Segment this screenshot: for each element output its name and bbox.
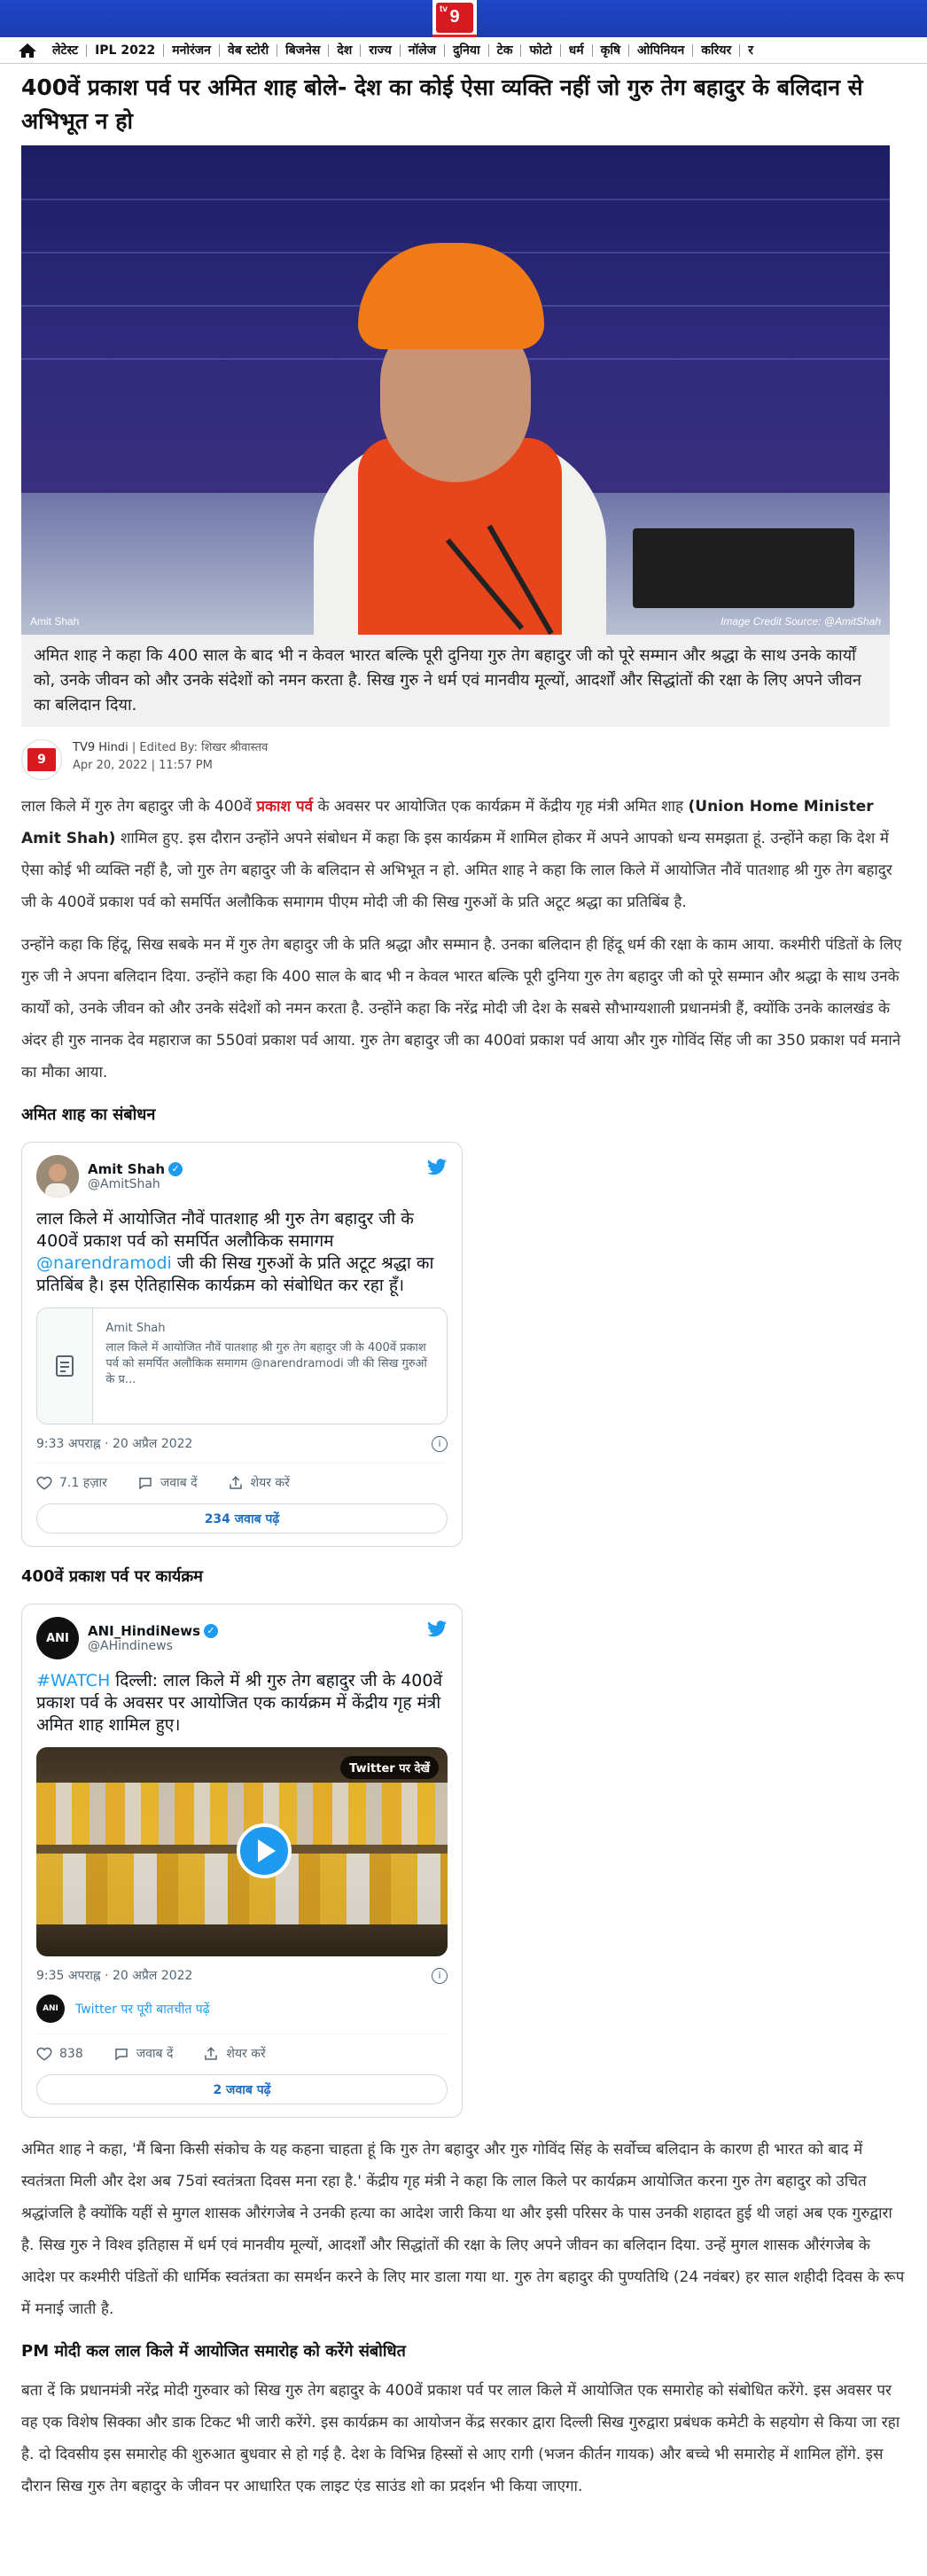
embedded-tweet[interactable] bbox=[21, 1142, 463, 1547]
article-summary: अमित शाह ने कहा कि 400 साल के बाद भी न केवल भारत बल्कि पूरी दुनिया गुरु तेग बहादुर जी को पूरे सम्मान और श्रद्धा के साथ उनके कार्यों को, उनके जीवन को और उनके संदेशों को नमन करता है. सिख गुरु ने धर्म एवं मानवीय मूल्यों, आदर्शों और सिद्धांतों की रक्षा के लिए अपने जीवन का बलिदान दिया. bbox=[21, 635, 890, 727]
tweet-text bbox=[36, 1670, 448, 1737]
subheading-1: अमित शाह का संबोधन bbox=[21, 1105, 156, 1124]
heart-icon bbox=[36, 2046, 52, 2062]
share-label: शेयर करें bbox=[226, 2047, 266, 2061]
laptop bbox=[633, 528, 854, 608]
tweet-timestamp-row bbox=[36, 1967, 448, 1984]
share-label: शेयर करें bbox=[250, 1476, 290, 1490]
byline-text bbox=[73, 739, 268, 775]
read-thread-link[interactable] bbox=[36, 1994, 448, 2023]
like-count: 7.1 हज़ार bbox=[59, 1476, 107, 1490]
link-card[interactable] bbox=[36, 1308, 448, 1425]
nav-item-photo[interactable]: फोटो bbox=[521, 44, 560, 57]
speaker-turban bbox=[358, 243, 544, 349]
byline-date: Apr 20, 2022 | 11:57 PM bbox=[73, 759, 213, 772]
logo-small-text: tv bbox=[440, 4, 448, 14]
watch-on-twitter-label[interactable]: Twitter पर देखें bbox=[340, 1756, 439, 1779]
avatar[interactable]: ANI bbox=[36, 1617, 79, 1659]
reply-button[interactable] bbox=[137, 1474, 198, 1491]
tweet-header bbox=[36, 1617, 448, 1659]
verified-icon: ✓ bbox=[204, 1624, 218, 1638]
play-icon bbox=[258, 1839, 276, 1862]
paragraph-2: उन्होंने कहा कि हिंदू, सिख सबके मन में गुरु तेग बहादुर जी के प्रति श्रद्धा और सम्मान है. उनका बलिदान ही हिंदू धर्म की रक्षा के काम आया. कश्मीरी पंडितों के लिए गुरु जी ने अपना बलिदान दिया. उन्होंने कहा कि 400 साल के बाद भी न केवल भारत बल्कि पूरी दुनिया गुरु तेग बहादुर जी को पूरे सम्मान और श्रद्धा के साथ उनके कार्यों को, उनके जीवन को और उनके संदेशों को नमन करता है. उन्होंने कहा कि नरेंद्र मोदी जी देश के सबसे सौभाग्यशाली प्रधानमंत्री हैं, क्योंकि उनके कालखंड के अंदर ही गुरु नानक देव महाराज का 550वां प्रकाश पर्व आया. गुरु तेग बहादुर जी का 400वां प्रकाश पर्व आया और गुरु गोविंद सिंह जी का 350 प्रकाश पर्व मनाने का मौका आया. bbox=[21, 936, 902, 1081]
heart-icon bbox=[36, 1475, 52, 1491]
text: शामिल हुए. इस दौरान उन्होंने अपने संबोधन में कहा कि इस कार्यक्रम में शामिल होकर में अपने आपको धन्य समझता हूं. उन्होंने कहा कि देश में ऐसा कोई भी व्यक्ति नहीं है, जो गुरु तेग बहादुर जी के बलिदान से अभिभूत न हो. अमित शाह ने कहा कि लाल किले में आयोजित नौवें पातशाह श्री गुरु तेग बहादुर जी के 400वें प्रकाश पर्व को समर्पित अलौकिक समागम पीएम मोदी जी की सिख गुरुओं के प्रति अटूट श्रद्धा का प्रतिबिंब है. bbox=[21, 830, 892, 911]
logo-number: 9 bbox=[449, 7, 460, 27]
read-replies-button[interactable]: 2 जवाब पढ़ें bbox=[36, 2074, 448, 2104]
mention-link[interactable]: @narendramodi bbox=[36, 1253, 172, 1273]
logo-mark bbox=[436, 3, 473, 33]
hero-image bbox=[21, 145, 890, 635]
nav-item-tech[interactable]: टेक bbox=[489, 44, 522, 57]
image-credit: Image Credit Source: @AmitShah bbox=[721, 615, 881, 628]
text: जी की सिख गुरुओं के प्रति अटूट श्रद्धा का प्रतिबिंब है। इस ऐतिहासिक कार्यक्रम को संबोधित कर रहा हूँ। bbox=[36, 1253, 434, 1295]
text: के अवसर पर आयोजित एक कार्यक्रम में केंद्रीय गृह मंत्री अमित शाह bbox=[313, 798, 689, 816]
text: दिल्ली: लाल किले में श्री गुरु तेग बहादुर जी के 400वें प्रकाश पर्व के अवसर पर आयोजित एक कार्यक्रम में केंद्रीय गृह मंत्री अमित शाह शामिल हुए। bbox=[36, 1671, 443, 1735]
home-icon[interactable] bbox=[18, 43, 37, 59]
nav-item-career[interactable]: करियर bbox=[693, 44, 740, 57]
nav-item-latest[interactable]: लेटेस्ट bbox=[44, 44, 87, 57]
nav-item-opinion[interactable]: ओपिनियन bbox=[629, 44, 693, 57]
like-button[interactable] bbox=[36, 2046, 83, 2062]
card-title: Amit Shah bbox=[105, 1322, 166, 1335]
nav-item-knowledge[interactable]: नॉलेज bbox=[401, 44, 445, 57]
tag-link[interactable]: प्रकाश पर्व bbox=[256, 798, 314, 816]
read-replies-button[interactable]: 234 जवाब पढ़ें bbox=[36, 1503, 448, 1534]
tweet-video[interactable] bbox=[36, 1747, 448, 1956]
share-icon bbox=[203, 2046, 219, 2062]
nav-item-entertainment[interactable]: मनोरंजन bbox=[164, 44, 220, 57]
tweet-handle[interactable]: @AHindinews bbox=[88, 1639, 173, 1653]
twitter-bird-icon[interactable] bbox=[426, 1159, 448, 1176]
twitter-bird-icon[interactable] bbox=[426, 1620, 448, 1638]
embedded-tweet[interactable] bbox=[21, 1604, 463, 2118]
tweet-actions bbox=[36, 2033, 448, 2062]
info-icon[interactable]: i bbox=[432, 1968, 448, 1984]
text: लाल किले में गुरु तेग बहादुर जी के 400वें bbox=[21, 798, 257, 816]
nav-item-agriculture[interactable]: कृषि bbox=[593, 44, 629, 57]
tweet-timestamp[interactable]: 9:35 अपराह्न · 20 अप्रैल 2022 bbox=[36, 1969, 193, 1983]
thread-avatar: ANI bbox=[36, 1994, 65, 2023]
tweet-handle[interactable]: @AmitShah bbox=[88, 1177, 160, 1191]
verified-icon: ✓ bbox=[168, 1162, 183, 1176]
nav-item-state[interactable]: राज्य bbox=[361, 44, 400, 57]
nav-item-world[interactable]: दुनिया bbox=[445, 44, 489, 57]
nav-item-religion[interactable]: धर्म bbox=[561, 44, 593, 57]
card-thumbnail bbox=[37, 1308, 93, 1424]
share-icon bbox=[228, 1475, 244, 1491]
tweet-text bbox=[36, 1208, 448, 1297]
byline-source[interactable]: TV9 Hindi bbox=[73, 741, 129, 754]
author-avatar bbox=[21, 739, 62, 780]
subheading-2: 400वें प्रकाश पर्व पर कार्यक्रम bbox=[21, 1567, 203, 1586]
nav-item-country[interactable]: देश bbox=[329, 44, 361, 57]
byline-editor: | Edited By: शिखर श्रीवास्तव bbox=[131, 741, 269, 754]
nav-item-web-story[interactable]: वेब स्टोरी bbox=[220, 44, 277, 57]
article bbox=[0, 71, 927, 2502]
card-text bbox=[93, 1308, 447, 1424]
avatar[interactable] bbox=[36, 1155, 79, 1198]
nav-item-business[interactable]: बिजनेस bbox=[277, 44, 329, 57]
reply-icon bbox=[137, 1475, 153, 1491]
tweet-author-name[interactable] bbox=[88, 1161, 183, 1177]
reply-icon bbox=[113, 2046, 129, 2062]
main-nav bbox=[0, 37, 927, 64]
reply-button[interactable] bbox=[113, 2045, 174, 2062]
reply-label: जवाब दें bbox=[136, 2047, 174, 2061]
tv9-mini-logo: 9 bbox=[27, 748, 56, 771]
site-header bbox=[0, 0, 927, 37]
subheading-3: PM मोदी कल लाल किले में आयोजित समारोह को करेंगे संबोधित bbox=[21, 2342, 406, 2361]
like-button[interactable] bbox=[36, 1474, 107, 1491]
tweet-timestamp[interactable]: 9:33 अपराह्न · 20 अप्रैल 2022 bbox=[36, 1437, 193, 1451]
text: लाल किले में आयोजित नौवें पातशाह श्री गुरु तेग बहादुर जी के 400वें प्रकाश पर्व को समर्पित अलौकिक समागम bbox=[36, 1209, 414, 1251]
hashtag-link[interactable]: #WATCH bbox=[36, 1671, 111, 1690]
info-icon[interactable]: i bbox=[432, 1436, 448, 1452]
card-description: लाल किले में आयोजित नौवें पातशाह श्री गुरु तेग बहादुर जी के 400वें प्रकाश पर्व को समर्पित अलौकिक समागम @narendramodi जी की सिख गुरुओं के प्र... bbox=[105, 1341, 427, 1386]
share-button[interactable] bbox=[203, 2045, 265, 2062]
avatar-portrait bbox=[36, 1155, 79, 1198]
nav-item-ipl[interactable]: IPL 2022 bbox=[87, 44, 164, 57]
tweet-header bbox=[36, 1155, 448, 1198]
bold-text: (Union Home Minister Amit Shah) bbox=[21, 798, 874, 847]
tweet-author-name[interactable] bbox=[88, 1623, 218, 1639]
paragraph-4: बता दें कि प्रधानमंत्री नरेंद्र मोदी गुरुवार को सिख गुरु तेग बहादुर के 400वें प्रकाश पर्व पर लाल किले में आयोजित एक समारोह को संबोधित करेंगे. इस अवसर पर वह एक विशेष सिक्का और डाक टिकट भी जारी करेंगे. इस कार्यक्रम का आयोजन केंद्र सरकार द्वारा दिल्ली सिख गुरुद्वारा प्रबंधक कमेटी के सहयोग से किया जा रहा है. दो दिवसीय इस समारोह की शुरुआत बुधवार से हो गई है. देश के विभिन्न हिस्सों से आए रागी (भजन कीर्तन गायक) और बच्चे भी समारोह में शामिल होंगे. इस दौरान सिख गुरु तेग बहादुर के जीवन पर आधारित एक लाइट एंड साउंड शो का प्रदर्शन भी किया जाएगा. bbox=[21, 2382, 900, 2495]
paragraph-3: अमित शाह ने कहा, 'मैं बिना किसी संकोच के यह कहना चाहता हूं कि गुरु तेग बहादुर और गुरु गोविंद सिंह के सर्वोच्च बलिदान के कारण ही भारत को बाद में स्वतंत्रता मिली और देश अब 75वां स्वतंत्रता दिवस मना रहा है.' केंद्रीय गृह मंत्री ने कहा कि लाल किले पर कार्यक्रम आयोजित करना गुरु तेग बहादुर को उच‍ित श्रद्धांजलि है क्योंकि यहीं से मुगल शासक औरंगजेब ने उनकी हत्या का आदेश जारी किया था और इसी परिसर के पास उनकी शहादत हुई थी जहां अब एक गुरुद्वारा है. सिख गुरु ने विश्व इतिहास में धर्म एवं मानवीय मूल्यों, आदर्शों और सिद्धांतों की रक्षा के लिए अपने जीवन का बलिदान दिया. उन्हें मुगल शासक औरंगजेब के आदेश पर कश्मीरी पंडितों की धार्मिक स्वतंत्रता का समर्थन करने के लिए मार डाला गया था. गुरु तेग बहादुर की पुण्यतिथि (24 नवंबर) हर साल शहीदी दिवस के रूप में मनाई जाती है. bbox=[21, 2141, 905, 2318]
tweet-actions bbox=[36, 1474, 448, 1491]
author-name: Amit Shah bbox=[88, 1161, 166, 1177]
tweet-timestamp-row bbox=[36, 1435, 448, 1464]
thread-label: Twitter पर पूरी बातचीत पढ़ें bbox=[75, 2002, 210, 2017]
byline bbox=[21, 739, 906, 780]
article-title: 400वें प्रकाश पर्व पर अमित शाह बोले- देश का कोई ऐसा व्यक्ति नहीं जो गुरु तेग बहादुर के बलिदान से अभिभूत न हो bbox=[21, 74, 863, 134]
document-icon bbox=[51, 1353, 78, 1379]
bg-stripe bbox=[21, 199, 890, 200]
like-count: 838 bbox=[59, 2046, 83, 2061]
tv9-logo[interactable] bbox=[432, 0, 477, 37]
play-button[interactable] bbox=[237, 1823, 292, 1878]
reply-label: जवाब दें bbox=[160, 1476, 198, 1490]
image-caption: Amit Shah bbox=[30, 615, 80, 628]
author-name: ANI_HindiNews bbox=[88, 1623, 201, 1639]
paragraph-1 bbox=[21, 791, 906, 918]
nav-item-more[interactable]: र bbox=[748, 43, 753, 58]
share-button[interactable] bbox=[228, 1474, 290, 1491]
